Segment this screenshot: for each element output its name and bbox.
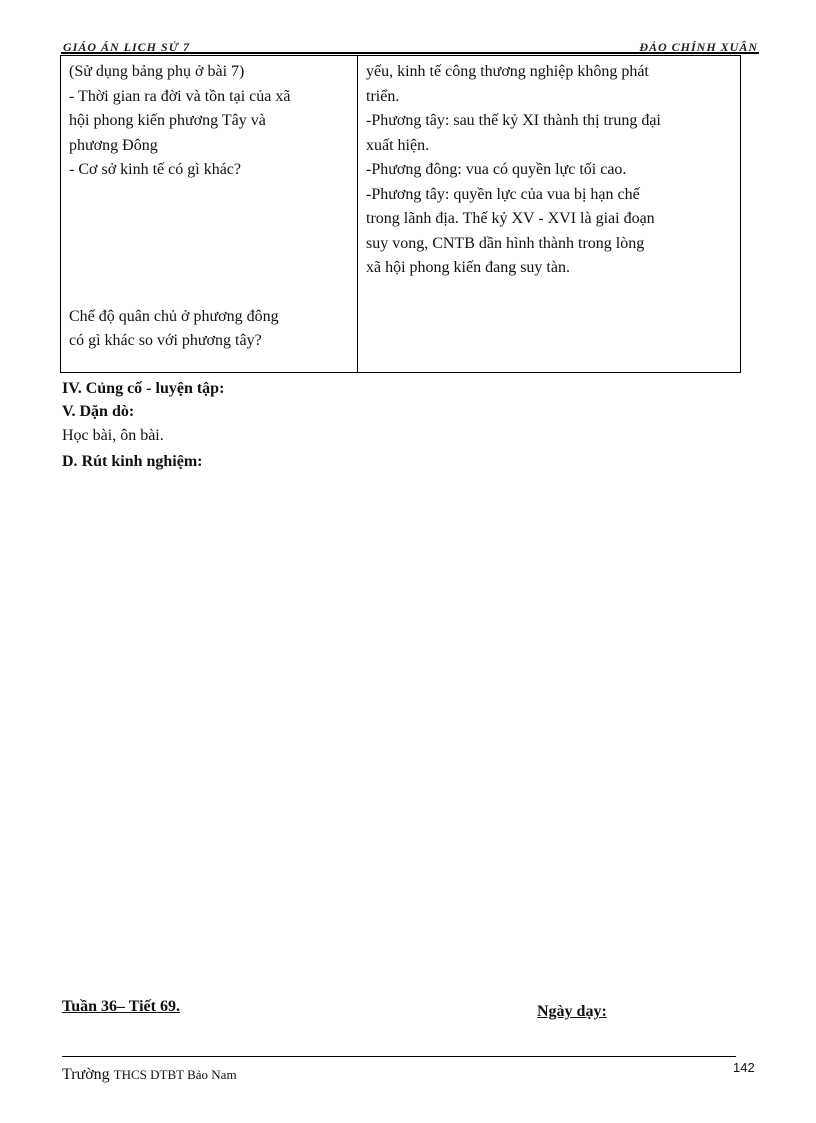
table-line: xã hội phong kiến đang suy tàn. [366, 259, 570, 276]
footer-school [62, 1066, 237, 1084]
table-line: suy vong, CNTB dần hình thành trong lòng [366, 234, 645, 252]
page-number: 142 [733, 1060, 755, 1075]
table-line: -Phương tây: quyền lực của vua bị hạn chế [366, 185, 640, 203]
table-line: có gì khác so với phương tây? [69, 332, 262, 349]
table-line: triển. [366, 87, 400, 105]
table-line: yếu, kinh tế công thương nghiệp không phát [366, 63, 649, 80]
homework-text: Học bài, ôn bài. [62, 427, 164, 444]
spacer [69, 183, 351, 305]
page-header-left: GIÁO ÁN LỊCH SỬ 7 [63, 40, 190, 54]
teaching-date-label: Ngày dạy: [537, 1003, 607, 1020]
table-line: -Phương đông: vua có quyền lực tối cao. [366, 161, 627, 178]
table-line: Chế độ quân chủ ở phương đông [69, 307, 279, 325]
content-cell [358, 56, 741, 373]
section-number: V. [62, 403, 76, 420]
section-title: Dặn dò: [79, 403, 135, 420]
footer-school-prefix: Trường [62, 1066, 110, 1083]
section-title: Củng cố - luyện tập: [85, 380, 225, 397]
table-line: - Cơ sở kinh tế có gì khác? [69, 161, 241, 178]
table-line: -Phương tây: sau thế kỷ XI thành thị trung đại [366, 112, 661, 129]
section-homework [62, 401, 134, 423]
page-header-right: ĐẢO CHÍNH XUÂN [639, 40, 758, 54]
table-line: phương Đông [69, 136, 158, 154]
section-title: Rút kinh nghiệm: [81, 453, 203, 470]
section-number: IV. [62, 380, 82, 397]
table-line: hội phong kiến phương Tây và [69, 112, 266, 129]
teacher-activity-cell [61, 56, 358, 373]
table-line: - Thời gian ra đời và tồn tại của xã [69, 87, 291, 105]
table-line: trong lãnh địa. Thế kỷ XV - XVI là giai đoạn [366, 210, 655, 227]
week-period-heading: Tuần 36– Tiết 69. [62, 998, 180, 1015]
lesson-table [60, 55, 741, 373]
section-number: D. [62, 453, 78, 470]
section-experience [62, 451, 202, 473]
table-line: xuất hiện. [366, 136, 430, 154]
table-line: (Sử dụng bảng phụ ở bài 7) [69, 63, 245, 80]
table-row [61, 56, 741, 373]
header-rule [61, 52, 759, 54]
footer-rule [62, 1056, 736, 1057]
footer-school-name: THCS DTBT Bảo Nam [113, 1067, 237, 1082]
section-consolidation [62, 378, 224, 400]
